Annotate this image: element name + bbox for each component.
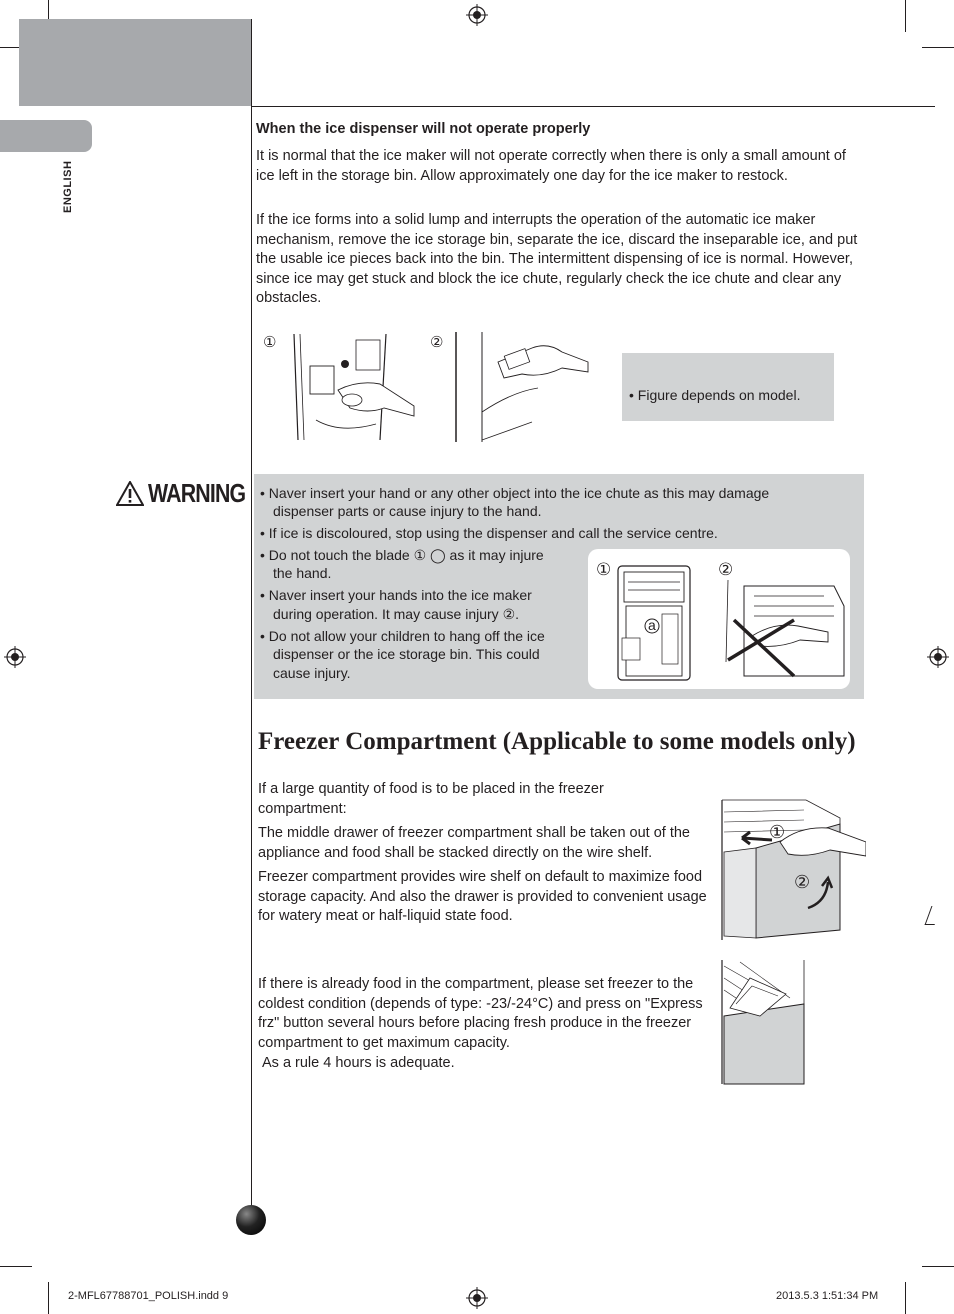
- edge-mark: [925, 906, 942, 925]
- crop-mark: [922, 1266, 954, 1267]
- section-heading: When the ice dispenser will not operate properly: [256, 121, 591, 137]
- registration-mark-icon: [4, 646, 26, 668]
- figure-number: ②: [794, 872, 811, 892]
- figure-number: ①: [769, 822, 786, 842]
- section-title: Freezer Compartment (Applicable to some models only): [258, 728, 856, 755]
- language-tab: [0, 120, 92, 152]
- warning-item: during operation. It may cause injury ②.: [273, 606, 520, 622]
- figure-number: ①: [596, 560, 612, 579]
- note-text: • Figure depends on model.: [629, 387, 801, 403]
- paragraph: If a large quantity of food is to be placed in the freezer compartment:: [258, 781, 604, 817]
- paragraph: If there is already food in the compartment, please set freezer to the coldest condition (depends of type: -23/-24°C) and press on "Express frz" button several hours before placing fresh produce in the freezer compartment to get maximum capacity.: [258, 976, 703, 1051]
- footer-timestamp: 2013.5.3 1:51:34 PM: [776, 1290, 879, 1302]
- footer-file: 2-MFL67788701_POLISH.indd 9: [68, 1290, 229, 1302]
- figure-label: a: [648, 617, 656, 633]
- warning-item: • Do not allow your children to hang off the ice: [260, 628, 545, 644]
- figure-number: ②: [718, 560, 734, 579]
- warning-item: • Naver insert your hand or any other object into the ice chute as this may damage: [260, 485, 770, 501]
- header-rule: [251, 106, 935, 107]
- registration-mark-icon: [466, 1287, 488, 1309]
- crop-mark: [905, 0, 906, 32]
- crop-mark: [48, 1282, 49, 1314]
- note-box: [622, 353, 834, 421]
- warning-item: the hand.: [273, 565, 332, 581]
- no-hand-illustration: [724, 576, 848, 684]
- paragraph: The middle drawer of freezer compartment shall be taken out of the appliance and food shall be stacked directly on the wire shelf.: [258, 825, 690, 861]
- freezer-drawer-illustration: [720, 798, 866, 942]
- ice-bin-illustration: [452, 322, 592, 444]
- registration-mark-icon: [466, 4, 488, 26]
- registration-mark-icon: [927, 646, 949, 668]
- warning-item: dispenser parts or cause injury to the hand.: [273, 503, 542, 519]
- ice-dispenser-illustration: [288, 330, 420, 442]
- warning-triangle-icon: [116, 481, 144, 506]
- freezer-shelf-illustration: [720, 958, 806, 1086]
- crop-mark: [905, 1282, 906, 1314]
- header-gray-block: [19, 19, 251, 106]
- paragraph: As a rule 4 hours is adequate.: [262, 1055, 455, 1071]
- warning-item: • If ice is discoloured, stop using the dispenser and call the service centre.: [260, 525, 718, 541]
- column-divider: [251, 19, 252, 1233]
- warning-item: • Naver insert your hands into the ice maker: [260, 587, 532, 603]
- warning-title: WARNING: [148, 478, 246, 508]
- crop-mark: [0, 1266, 32, 1267]
- paragraph: It is normal that the ice maker will not operate correctly when there is only a small amount of ice left in the storage bin. Allow approximately one day for the ice maker to restock.: [256, 148, 846, 184]
- page-dot: [236, 1205, 266, 1235]
- paragraph: Freezer compartment provides wire shelf on default to maximize food storage capacity. And also the drawer is provided to convenient usage for watery meat or half-liquid state food.: [258, 869, 707, 925]
- crop-mark: [922, 47, 954, 48]
- paragraph: If the ice forms into a solid lump and interrupts the operation of the automatic ice maker mechanism, remove the ice storage bin, separate the ice, discard the inseparable ice, and put the usable ice pieces back into the bin. The intermittent dispensing of ice is normal. However, since ice may get stuck and block the ice chute, regularly check the ice chute and clear any obstacles.: [256, 212, 858, 307]
- language-label: ENGLISH: [62, 160, 74, 213]
- warning-item: cause injury.: [273, 665, 351, 681]
- warning-item: dispenser or the ice storage bin. This could: [273, 646, 540, 662]
- figure-number: ①: [263, 334, 277, 351]
- figure-number: ②: [430, 334, 444, 351]
- warning-item: • Do not touch the blade ① ◯ as it may injure: [260, 547, 544, 563]
